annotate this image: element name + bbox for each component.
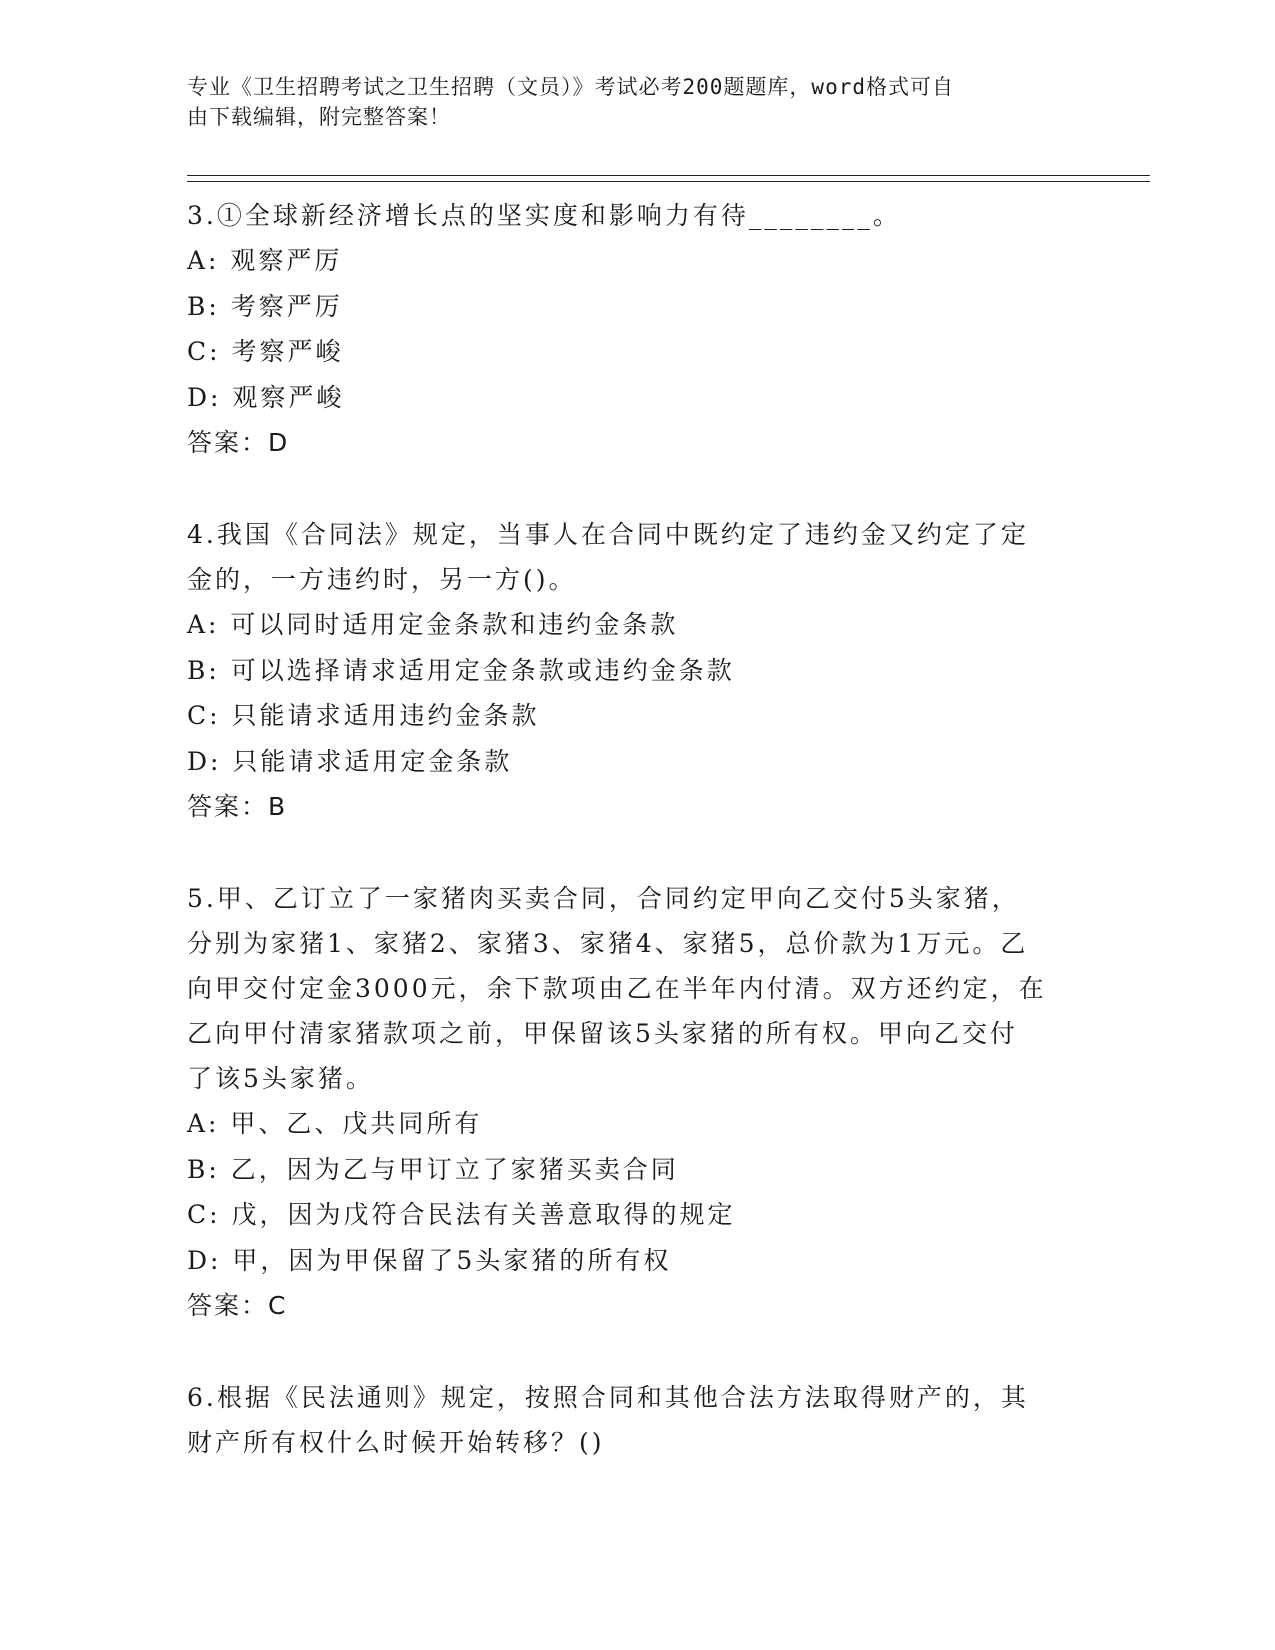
option-a: A: 观察严厉 xyxy=(187,246,343,275)
option-a: A: 可以同时适用定金条款和违约金条款 xyxy=(187,610,679,639)
option-d: D: 观察严峻 xyxy=(187,382,345,412)
question-text: 3.①全球新经济增长点的坚实度和影响力有待________。 xyxy=(187,201,901,230)
option-d: D: 甲，因为甲保留了5头家猪的所有权 xyxy=(187,1245,672,1275)
option-a: A: 甲、乙、戊共同所有 xyxy=(187,1109,483,1138)
option-c: C: 只能请求适用违约金条款 xyxy=(187,701,540,730)
question-3 xyxy=(187,193,1087,466)
header-line-2: 由下载编辑，附完整答案！ xyxy=(187,105,451,129)
question-text-line-2: 金的，一方违约时，另一方()。 xyxy=(187,565,577,594)
question-4 xyxy=(187,512,1087,830)
question-text-line-1: 5.甲、乙订立了一家猪肉买卖合同，合同约定甲向乙交付5头家猪， xyxy=(187,884,1020,913)
option-c: C: 考察严峻 xyxy=(187,337,344,366)
question-5 xyxy=(187,876,1087,1329)
answer: 答案：D xyxy=(187,428,290,457)
option-b: B: 可以选择请求适用定金条款或违约金条款 xyxy=(187,655,735,685)
question-text-line-4: 乙向甲付清家猪款项之前，甲保留该5头家猪的所有权。甲向乙交付 xyxy=(187,1019,1018,1048)
option-c: C: 戊，因为戊符合民法有关善意取得的规定 xyxy=(187,1200,736,1229)
question-text-line-1: 6.根据《民法通则》规定，按照合同和其他合法方法取得财产的，其 xyxy=(187,1383,1029,1412)
question-text-line-1: 4.我国《合同法》规定，当事人在合同中既约定了违约金又约定了定 xyxy=(187,520,1029,549)
header-rule-bottom xyxy=(187,181,1150,182)
answer: 答案：C xyxy=(187,1291,288,1320)
question-text-line-3: 向甲交付定金3000元，余下款项由乙在半年内付清。双方还约定，在 xyxy=(187,974,1047,1003)
question-text-line-2: 财产所有权什么时候开始转移？() xyxy=(187,1428,605,1457)
answer: 答案：B xyxy=(187,792,288,821)
question-text-line-5: 了该5头家猪。 xyxy=(187,1064,374,1093)
header-line-1: 专业《卫生招聘考试之卫生招聘（文员）》考试必考200题题库，word格式可自 xyxy=(187,75,954,99)
header-rule-top xyxy=(187,175,1150,176)
document-header xyxy=(187,72,1067,132)
option-b: B: 考察严厉 xyxy=(187,291,343,321)
question-list xyxy=(187,193,1087,1511)
option-b: B: 乙，因为乙与甲订立了家猪买卖合同 xyxy=(187,1154,679,1184)
question-text-line-2: 分别为家猪1、家猪2、家猪3、家猪4、家猪5，总价款为1万元。乙 xyxy=(187,929,1029,958)
option-d: D: 只能请求适用定金条款 xyxy=(187,746,513,776)
question-6 xyxy=(187,1375,1087,1465)
